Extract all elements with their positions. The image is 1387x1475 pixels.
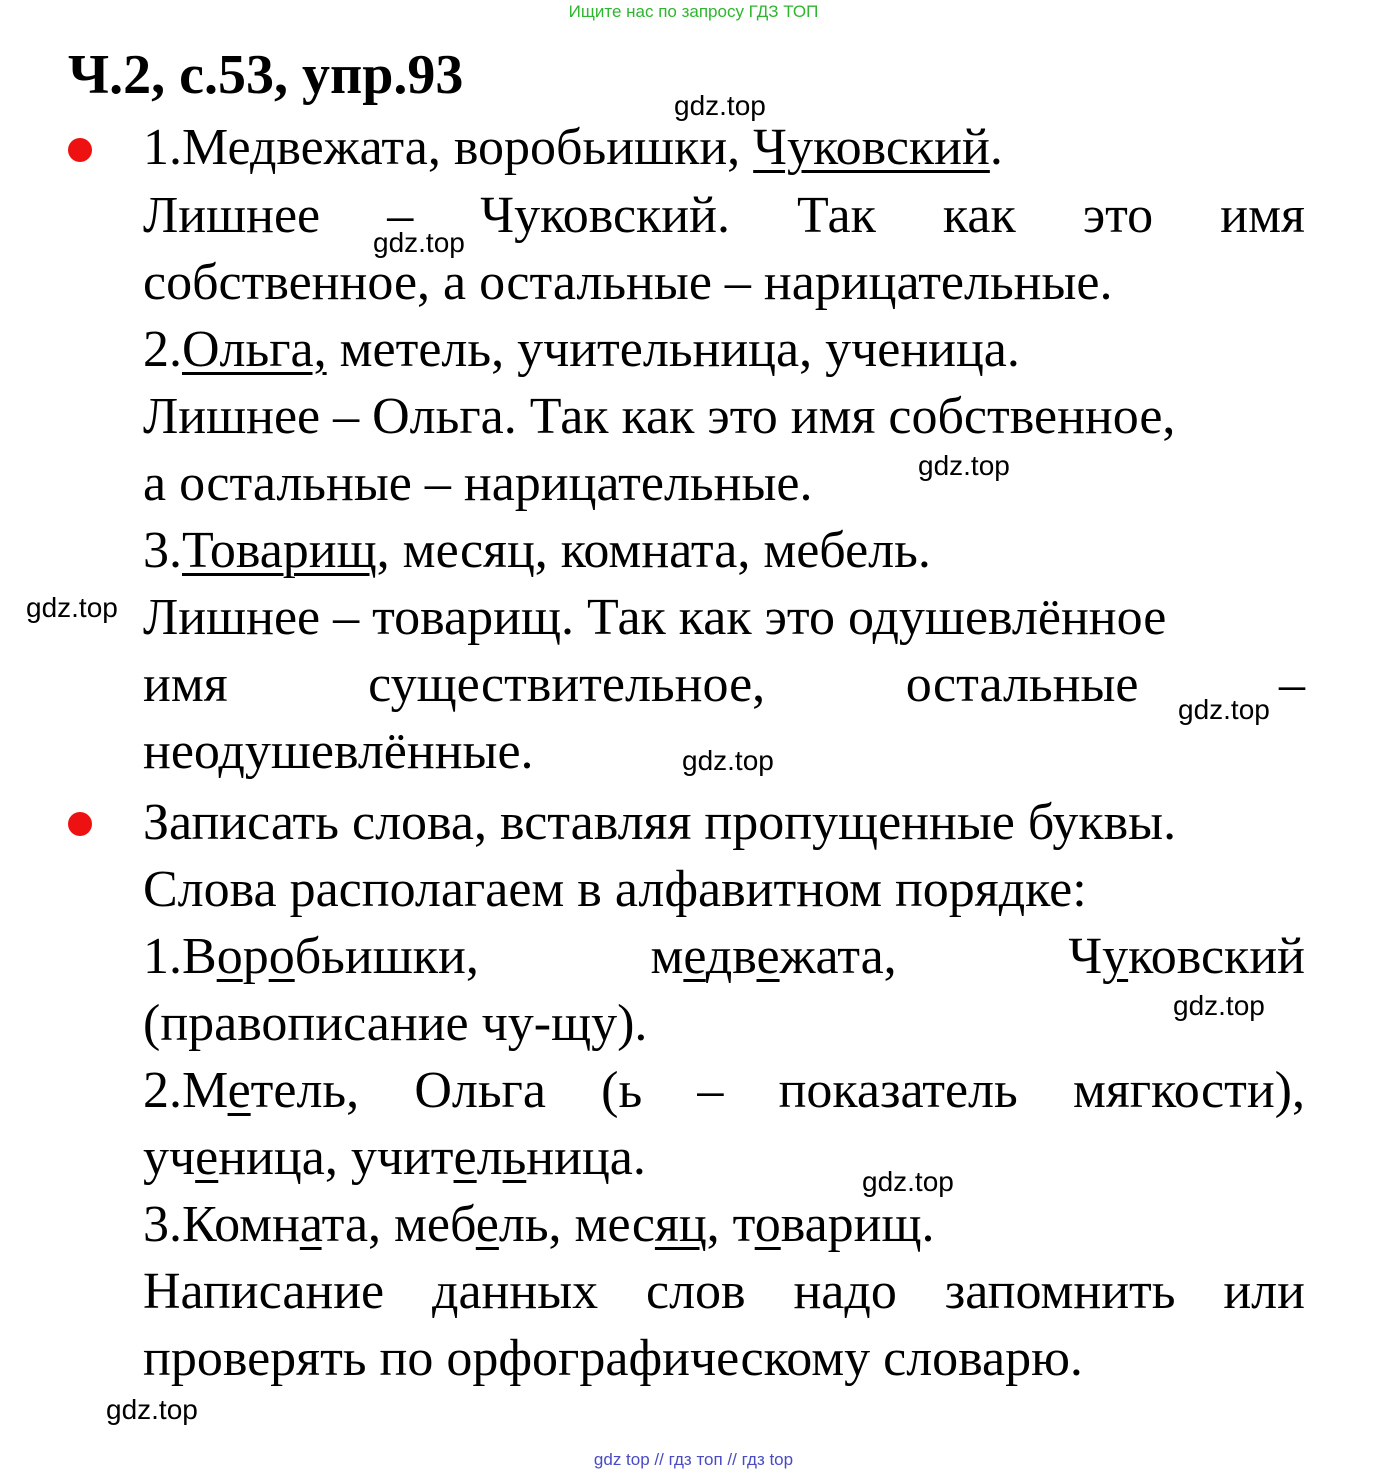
word: Так: [797, 187, 876, 244]
highlighted-letter: яц: [654, 1196, 707, 1253]
highlighted-letter: ь: [502, 1129, 527, 1186]
text-segment: 1.Медвежата, воробьишки,: [143, 119, 754, 176]
text-line: [143, 1058, 1305, 1124]
text-segment: .: [989, 119, 1003, 176]
word: 2.Метель,: [143, 1062, 360, 1119]
watermark: gdz.top: [862, 1166, 954, 1197]
watermark: gdz.top: [1173, 990, 1265, 1021]
text-line: [143, 1259, 1305, 1325]
word: существительное,: [368, 656, 766, 713]
highlighted-letter: о: [216, 928, 243, 985]
word: данных: [432, 1263, 599, 1320]
text-line: неодушевлённые.: [143, 723, 534, 780]
text-segment: , месяц, комната, мебель.: [376, 522, 931, 579]
word: запомнить: [944, 1263, 1176, 1320]
highlighted-letter: е: [756, 928, 780, 985]
bullet-marker: [68, 812, 92, 836]
text-segment: метель, учительница, ученица.: [326, 321, 1020, 378]
text-line: собственное, а остальные – нарицательные.: [143, 254, 1113, 311]
word: Чуковский: [1068, 928, 1305, 985]
highlighted-letter: у: [1102, 928, 1129, 985]
word: остальные: [905, 656, 1139, 713]
highlighted-letter: е: [227, 1062, 251, 1119]
highlighted-letter: е: [453, 1129, 477, 1186]
watermark: gdz.top: [373, 227, 465, 258]
underlined-word: Чуковский: [753, 119, 990, 176]
word: мягкости),: [1072, 1062, 1305, 1119]
page-title: Ч.2, с.53, упр.93: [68, 44, 464, 106]
text-line: [143, 518, 1305, 584]
text-segment: 3.: [143, 522, 182, 579]
word: Лишнее: [143, 187, 321, 244]
word: имя: [143, 656, 228, 713]
text-line: Слова располагаем в алфавитном порядке:: [143, 861, 1087, 918]
word: медвежата,: [650, 928, 897, 985]
word: надо: [793, 1263, 897, 1320]
text-line: [143, 183, 1305, 249]
word: Ольга: [414, 1062, 546, 1119]
word: (ь: [601, 1062, 643, 1119]
highlighted-letter: о: [754, 1196, 781, 1253]
watermark: gdz.top: [918, 450, 1010, 481]
underlined-word: Товарищ: [182, 522, 377, 579]
highlighted-letter: е: [475, 1196, 499, 1253]
text-line: (правописание чу-щу).: [143, 995, 648, 1052]
highlighted-letter: а: [299, 1196, 322, 1253]
watermark: gdz.top: [106, 1394, 198, 1425]
word: это: [1082, 187, 1154, 244]
footer-links: gdz top // гдз топ // гдз top: [593, 1450, 794, 1469]
text-line: Записать слова, вставляя пропущенные буквы.: [143, 794, 1177, 851]
watermark: gdz.top: [1178, 694, 1270, 725]
word: слов: [646, 1263, 746, 1320]
text-segment: 2.: [143, 321, 182, 378]
watermark: gdz.top: [682, 745, 774, 776]
text-line: Лишнее – товарищ. Так как это одушевлённое: [143, 589, 1167, 646]
watermark: gdz.top: [674, 90, 766, 121]
word: –: [1279, 656, 1305, 713]
text-line: ученица, учительница.: [143, 1129, 646, 1186]
top-banner: Ищите нас по запросу ГДЗ ТОП: [568, 2, 819, 21]
word: имя: [1220, 187, 1305, 244]
text-line: [143, 317, 1305, 383]
watermark: gdz.top: [26, 592, 118, 623]
text-line: а остальные – нарицательные.: [143, 455, 813, 512]
text-line: [143, 115, 1305, 181]
word: 1.Воробьишки,: [143, 928, 479, 985]
highlighted-letter: е: [683, 928, 706, 985]
text-line: проверять по орфографическому словарю.: [143, 1330, 1083, 1387]
word: Написание: [143, 1263, 385, 1320]
text-line: [143, 924, 1305, 990]
bullet-marker: [68, 138, 92, 162]
text-line: 3.Комната, мебель, месяц, товарищ.: [143, 1196, 935, 1253]
word: показатель: [778, 1062, 1018, 1119]
word: или: [1223, 1263, 1305, 1320]
word: Чуковский.: [480, 187, 730, 244]
text-line: [143, 652, 1305, 718]
underlined-word: Ольга,: [182, 321, 327, 378]
highlighted-letter: е: [195, 1129, 219, 1186]
word: –: [697, 1062, 724, 1119]
word: как: [942, 187, 1016, 244]
text-line: Лишнее – Ольга. Так как это имя собственное,: [143, 388, 1176, 445]
highlighted-letter: о: [268, 928, 295, 985]
word: –: [387, 187, 414, 244]
